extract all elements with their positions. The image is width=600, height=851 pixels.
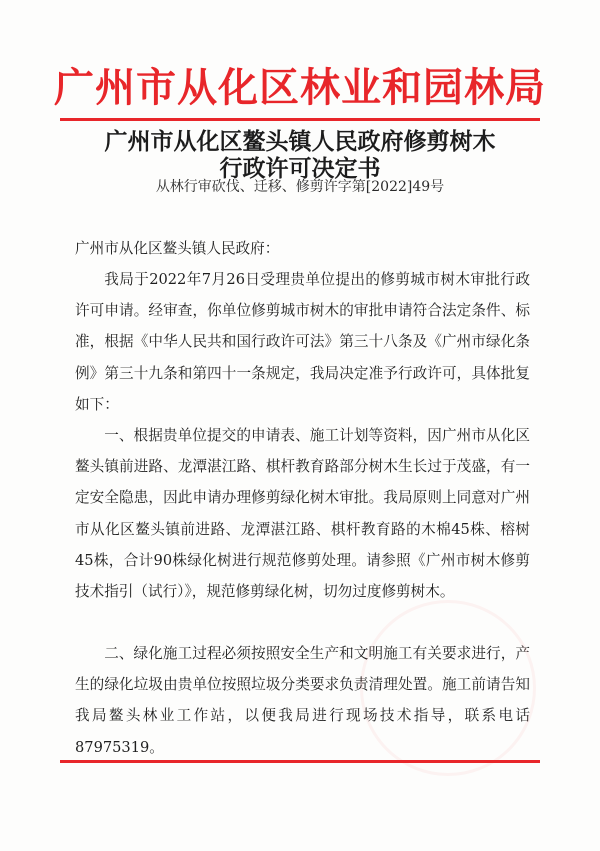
paragraph-approval: 一、根据贵单位提交的申请表、施工计划等资料，因广州市从化区鳌头镇前进路、龙潭湛江路、棋杆教育路部分树木生长过于茂盛，有一定安全隐患，因此申请办理修剪绿化树木审批。我局原则上同意对广州市从化区鳌头镇前进路、龙潭湛江路、棋杆教育路的木棉45株、榕树45株，合计90株绿化树进行规范修剪处理。请参照《广州市树木修剪技术指引（试行）》，规范修剪绿化树，切勿过度修剪树木。 <box>75 427 530 601</box>
paragraph-construction: 二、绿化施工过程必须按照安全生产和文明施工有关要求进行，产生的绿化垃圾由贵单位按照垃圾分类要求负责清理处置。施工前请告知我局鳌头林业工作站，以便我局进行现场技术指导，联系电话87975319。 <box>75 645 530 756</box>
addressee: 广州市从化区鳌头镇人民政府： <box>75 240 280 257</box>
paragraph-intro: 我局于2022年7月26日受理贵单位提出的修剪城市树木审批行政许可申请。经审查，你单位修剪城市树木的审批申请符合法定条件、标准，根据《中华人民共和国行政许可法》第三十八条及《广州市绿化条例》第三十九条和第四十一条规定，我局决定准予行政许可，具体批复如下： <box>75 271 530 413</box>
red-rule-bottom <box>60 760 540 763</box>
agency-header: 广州市从化区林业和园林局 <box>54 64 546 111</box>
document-title-line-2: 行政许可决定书 <box>219 155 381 182</box>
document-number: 从林行审砍伐、迁移、修剪许字第[2022]49号 <box>155 179 445 195</box>
document-title-line-1: 广州市从化区鳌头镇人民政府修剪树木 <box>104 128 496 155</box>
red-rule-top <box>60 118 540 121</box>
